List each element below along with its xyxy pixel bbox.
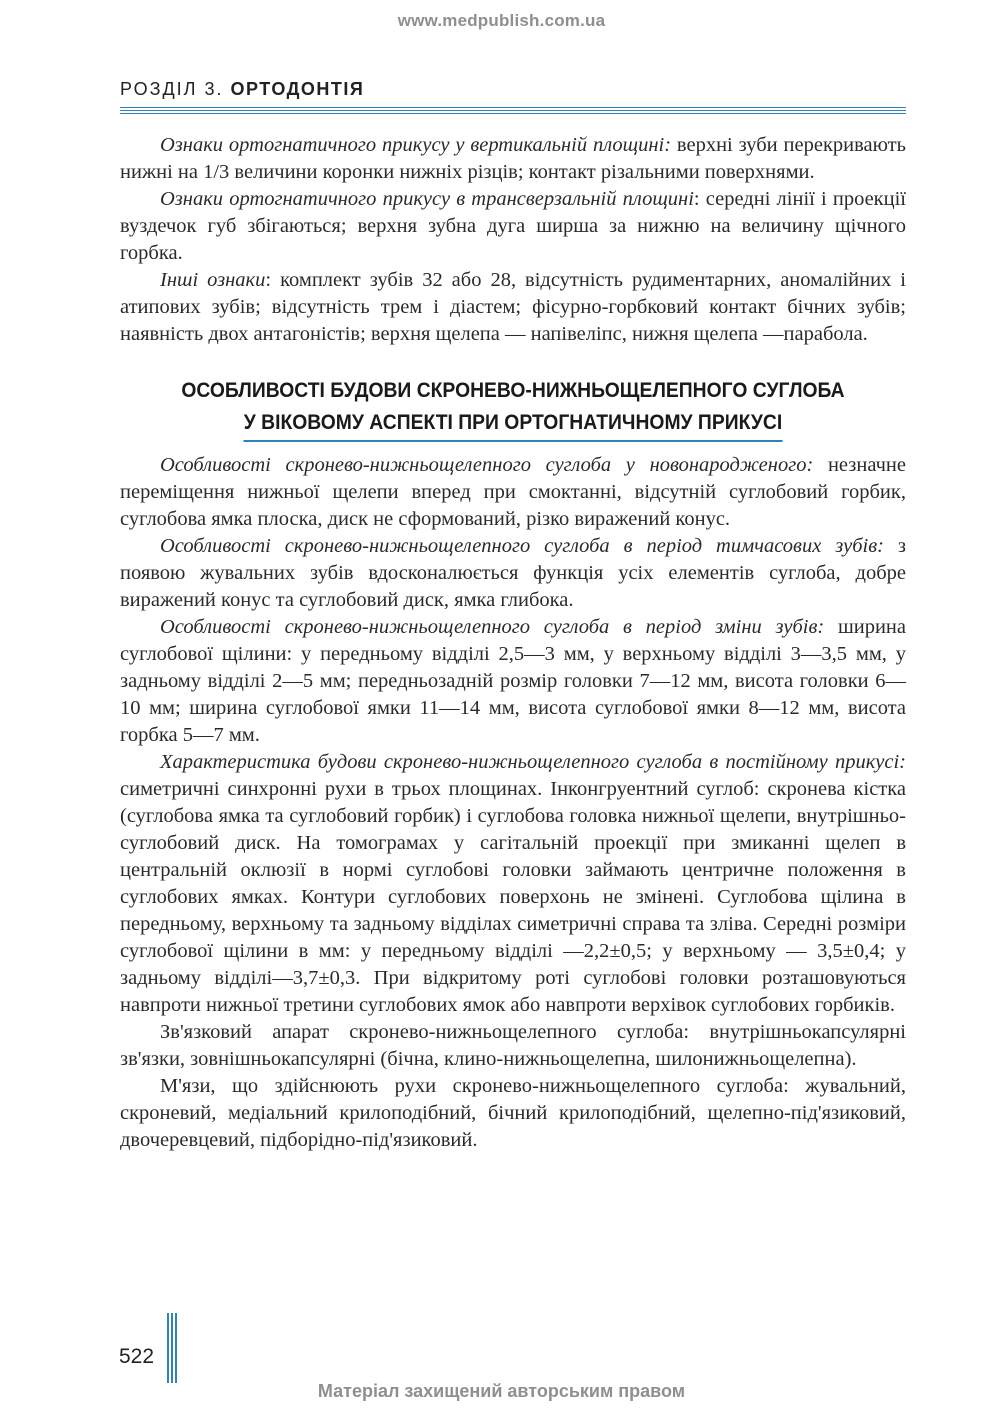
paragraph-vertical-plane — [120, 132, 906, 186]
paragraph-text: верхні зуби перекривають нижні на 1/3 величини коронки нижніх різців; контакт різальними поверхнями. — [120, 134, 906, 183]
head-rule-1 — [120, 107, 906, 108]
watermark-top: www.medpublish.com.ua — [397, 11, 606, 30]
running-head — [120, 79, 364, 100]
paragraph-lead: Характеристика будови скронево-нижньощелепного суглоба в постійному прикусі: — [160, 751, 906, 773]
paragraph-newborn — [120, 452, 906, 533]
running-head-section: РОЗДІЛ 3. — [120, 79, 224, 99]
paragraph-text: ширина суглобової щілини: у передньому відділі 2,5—3 мм, у верхньому відділі 3—3,5 мм, у задньому відділі 2—5 мм; передньозадній розмір головки 7—12 мм, висота головки 6—10 мм; ширина суглобової ямки 11—14 мм, висота суглобової ямки 8—12 мм, висота горбка 5—7 мм. — [120, 616, 906, 746]
paragraph-muscles — [120, 1073, 906, 1154]
spine-rule-3 — [175, 1313, 177, 1383]
spine-rule-2 — [171, 1313, 173, 1383]
paragraph-lead: Ознаки ортогнатичного прикусу у вертикальній площині: — [160, 134, 672, 156]
head-rule-2 — [120, 110, 906, 111]
paragraph-temporary-teeth — [120, 533, 906, 614]
paragraph-text: М'язи, що здійснюють рухи скронево-нижньощелепного суглоба: жувальний, скроневий, медіальний крилоподібний, бічний крилоподібний, щелепно-під'язиковий, двочеревцевий, підборідно-під'язиковий. — [120, 1075, 906, 1151]
paragraph-text: симетричні синхронні рухи в трьох площинах. Інконгруентний суглоб: скронева кістка (суглобова ямка та суглобовий горбик) і суглобова головка нижньої щелепи, внутрішньо-суглобовий диск. На томограмах у сагітальній проекції при змиканні щелеп в центральній оклюзії в нормі суглобові головки займають центричне положення в суглобових ямках. Контури суглобових поверхонь не змінені. Суглобова щілина в передньому, верхньому та задньому відділах симетричні справа та зліва. Середні розміри суглобової щілини в мм: у передньому відділі —2,2±0,5; у верхньому — 3,5±0,4; у задньому відділі—3,7±0,3. При відкритому роті суглобові головки розташовуються навпроти нижньої третини суглобових ямок або навпроти верхівок суглобових горбиків. — [120, 778, 906, 1016]
paragraph-text: : комплект зубів 32 або 28, відсутність рудиментарних, аномалійних і атипових зубів; відсутність трем і діастем; фісурно-горбковий контакт бічних зубів; наявність двох антагоністів; верхня щелепа — напівеліпс, нижня щелепа —парабола. — [120, 269, 906, 345]
paragraph-text: з появою жувальних зубів вдосконалюється функція усіх елементів суглоба, добре виражений конус та суглобовий диск, ямка глибока. — [120, 535, 906, 611]
paragraph-lead: Ознаки ортогнатичного прикусу в трансверзальній площині — [160, 188, 694, 210]
section-title-line-2: У ВІКОВОМУ АСПЕКТІ ПРИ ОРТОГНАТИЧНОМУ ПРИКУСІ — [244, 407, 782, 442]
paragraph-lead: Особливості скронево-нижньощелепного суглоба у новонародженого: — [160, 454, 814, 476]
section-title — [151, 375, 874, 442]
spine-rule-1 — [167, 1313, 169, 1383]
page-content — [120, 132, 906, 1154]
section-title-line-1: ОСОБЛИВОСТІ БУДОВИ СКРОНЕВО-НИЖНЬОЩЕЛЕПНОГО СУГЛОБА — [181, 379, 845, 402]
running-head-title: ОРТОДОНТІЯ — [230, 79, 365, 99]
paragraph-transversal-plane — [120, 186, 906, 267]
paragraph-permanent-bite — [120, 749, 906, 1019]
paragraph-other-signs — [120, 267, 906, 348]
paragraph-lead: Інші ознаки — [160, 269, 266, 291]
paragraph-ligaments — [120, 1019, 906, 1073]
paragraph-text: незначне переміщення нижньої щелепи вперед при смоктанні, відсутній суглобовий горбик, суглобова ямка плоска, диск не сформований, різко виражений конус. — [120, 454, 906, 530]
paragraph-text: : середні лінії і проекції вуздечок губ збігаються; верхня зубна дуга ширша за нижню на величину щічного горбка. — [120, 188, 906, 264]
paragraph-lead: Особливості скронево-нижньощелепного суглоба в період зміни зубів: — [160, 616, 825, 638]
watermark-bottom: Матеріал захищений авторським правом — [317, 1381, 686, 1401]
paragraph-text: Зв'язковий апарат скронево-нижньощелепного суглоба: внутрішньокапсулярні зв'язки, зовнішньокапсулярні (бічна, клино-нижньощелепна, шилонижньощелепна). — [120, 1021, 906, 1070]
paragraph-lead: Особливості скронево-нижньощелепного суглоба в період тимчасових зубів: — [160, 535, 884, 557]
page-number: 522 — [119, 1345, 155, 1368]
paragraph-teeth-change — [120, 614, 906, 749]
head-rule-3 — [120, 113, 906, 114]
